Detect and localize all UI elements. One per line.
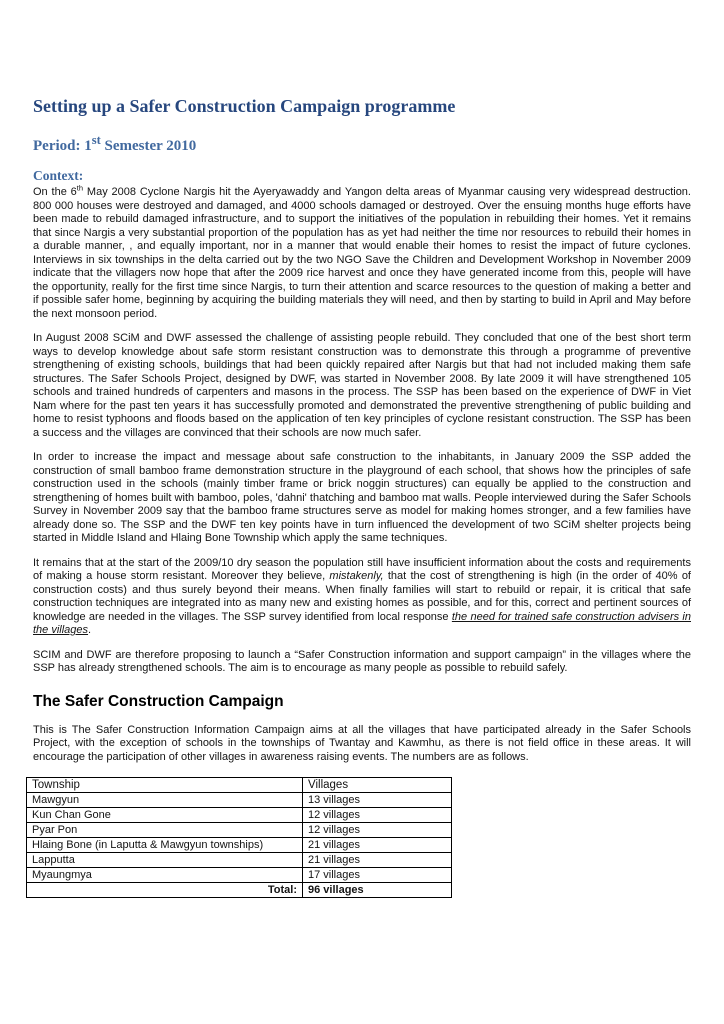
table-header-villages: Villages — [303, 778, 452, 793]
table-row — [27, 808, 452, 823]
table-header-row — [27, 778, 452, 793]
paragraph-text: On the 6 — [33, 186, 77, 198]
paragraph-text: . — [88, 624, 92, 636]
villages-cell: 12 villages — [303, 808, 452, 823]
township-cell: Pyar Pon — [27, 823, 303, 838]
emphasized-word: mistakenly, — [329, 570, 384, 582]
paragraph-text: It remains that at the start of the 2009/10 dry season the population still have insufficient information about the costs and requirements of making a house storm resistant. Moreover they believe, — [33, 556, 691, 582]
table-header-township: Township — [27, 778, 303, 793]
paragraph-text: that the cost of strengthening is high (in the order of 40% of construction costs) and thus surely beyond their means. When finally families will start to rebuild or repair, it is critical that safe construction techniques are integrated into as many new and existing homes as possible, and for this, correct and pertinent sources of knowledge are needed in the villages. The SSP survey identified from local response — [33, 570, 691, 623]
township-cell: Lapputta — [27, 853, 303, 868]
paragraph-context-4 — [33, 557, 691, 638]
period-superscript: st — [91, 133, 101, 147]
table-row — [27, 868, 452, 883]
paragraph-context-1 — [33, 183, 691, 321]
table-row — [27, 793, 452, 808]
villages-cell: 17 villages — [303, 868, 452, 883]
table-total-row — [27, 883, 452, 898]
paragraph-context-3: In order to increase the impact and message about safe construction to the inhabitants, in January 2009 the SSP added the construction of small bamboo frame demonstration structure in the playground of each school, that shows how the principles of safe construction used in the schools (mainly timber frame or brick noggin structures) can equally be applied to the construction and strengthening of homes built with bamboo, poles, 'dahni' thatching and bamboo mat walls. People interviewed during the Safer Schools Survey in November 2009 say that the bamboo frame structures serve as model for making homes stronger, and a few families have already done so. The SSP and the DWF ten key points have in turn influenced the development of two SCiM shelter projects being started in Middle Island and Hlaing Bone Township which apply the same techniques. — [33, 451, 691, 544]
township-cell: Hlaing Bone (in Laputta & Mawgyun townships) — [27, 838, 303, 853]
table-row — [27, 838, 452, 853]
context-heading: Context: — [33, 168, 84, 183]
township-cell: Myaungmya — [27, 868, 303, 883]
paragraph-campaign-intro: This is The Safer Construction Information Campaign aims at all the villages that have participated already in the Safer Schools Project, with the exception of schools in the townships of Twantay and Kawmhu, as there is not field office in these areas. It will encourage the participation of other villages in awareness raising events. The numbers are as follows. — [33, 723, 691, 763]
paragraph-context-2: In August 2008 SCiM and DWF assessed the challenge of assisting people rebuild. They concluded that one of the best short term ways to develop knowledge about safe storm resistant construction was to demonstrate this through a programme of preventive strengthening of existing schools, buildings that had been quickly repaired after Nargis but that had not included making them safe structures. The Safer Schools Project, designed by DWF, was started in November 2008. By late 2009 it will have strengthened 105 schools and trained hundreds of carpenters and masons in the process. The SSP has been based on the experience of DWF in Viet Nam where for the past ten years it has successfully promoted and demonstrated the preventive strengthening of public building and home to resist typhoons and floods based on the application of ten key principles of cyclone resistant construction. The SSP has been a success and the villages are convinced that their schools are now much safer. — [33, 332, 691, 439]
period-text-suffix: Semester 2010 — [100, 138, 197, 154]
table-row — [27, 853, 452, 868]
total-label: Total: — [27, 883, 303, 898]
villages-cell: 21 villages — [303, 853, 452, 868]
period-text: Period: 1 — [33, 138, 92, 154]
document-title: Setting up a Safer Construction Campaign programme — [33, 96, 456, 116]
underlined-phrase: the need for trained safe construction advisers in the villages — [33, 610, 691, 636]
townships-villages-table — [26, 777, 452, 898]
paragraph-text: May 2008 Cyclone Nargis hit the Ayeryawaddy and Yangon delta areas of Myanmar causing very widespread destruction. 800 000 houses were destroyed and damaged, and 4000 schools damaged or destroyed. Over the ensuing months huge efforts have been made to rebuild damaged infrastructure, and to support the initiatives of the population in rebuilding their homes. Yet it remains that since Nargis a very substantial proportion of the population has as yet had neither the time nor resources to rebuild their homes in a durable manner, , and equally important, nor in a manner that would enable their homes to resist the impact of future cyclones. Interviews in six townships in the delta carried out by the two NGO Save the Children and Development Workshop in November 2009 indicate that the villagers now hope that after the 2009 rice harvest and once they have generated income from this, people will have the opportunity, really for the first time since Nargis, to turn their attention and scarce resources to the question of making a better and if possible safer home, beginning by acquiring the building materials they will need, and then by starting to build in April and May before the next monsoon period. — [33, 186, 691, 320]
paragraph-context-5: SCIM and DWF are therefore proposing to launch a “Safer Construction information and support campaign” in the villages where the SSP has already strengthened schools. The aim is to encourage as many people as possible to rebuild safely. — [33, 648, 691, 674]
campaign-section-heading: The Safer Construction Campaign — [33, 692, 284, 710]
township-cell: Mawgyun — [27, 793, 303, 808]
table-row — [27, 823, 452, 838]
date-superscript: th — [76, 183, 84, 193]
villages-cell: 13 villages — [303, 793, 452, 808]
period-heading — [33, 131, 691, 155]
township-cell: Kun Chan Gone — [27, 808, 303, 823]
total-value: 96 villages — [303, 883, 452, 898]
villages-cell: 12 villages — [303, 823, 452, 838]
villages-cell: 21 villages — [303, 838, 452, 853]
